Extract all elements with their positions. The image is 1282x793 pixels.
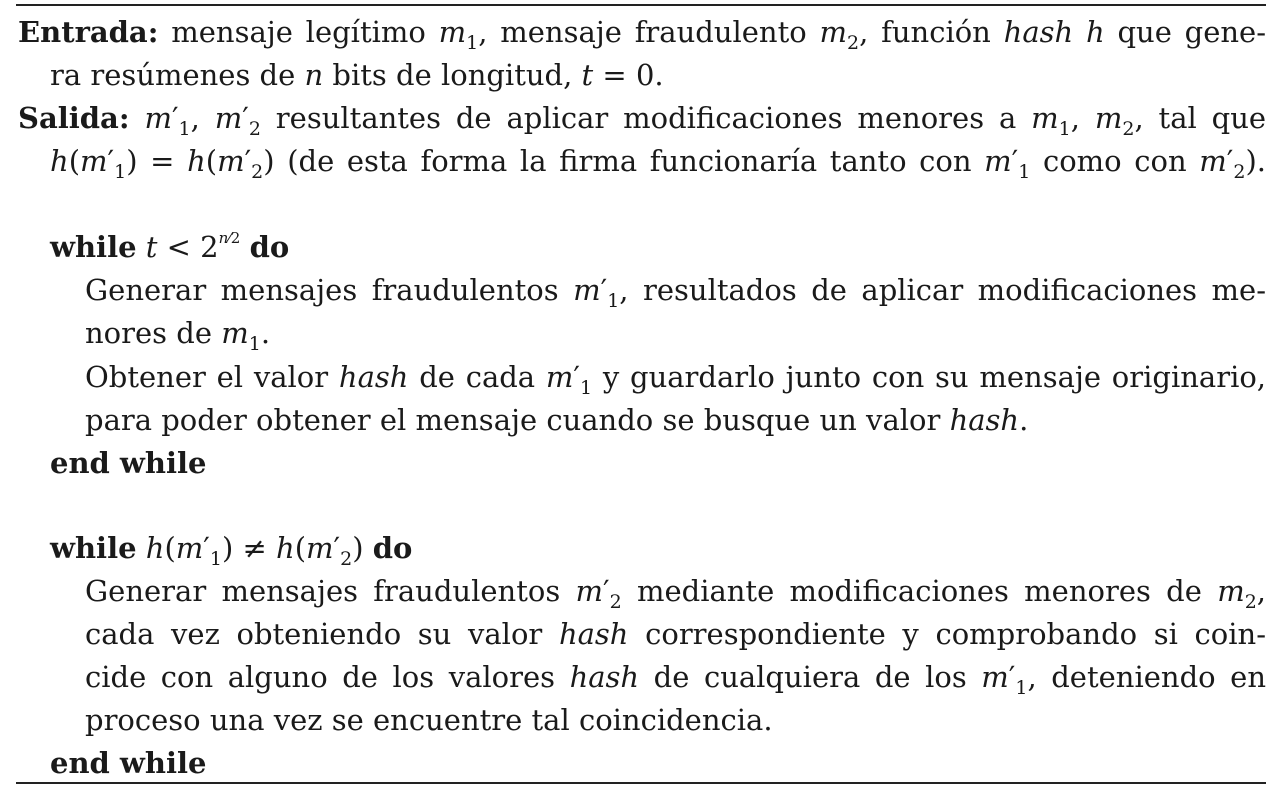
loop2-condition: $h(m'_1) \ne h(m'_2)$ (145, 531, 364, 570)
loop1-step2-text-2: para poder obtener el mensaje cuando se busque un valor hash. (85, 403, 1029, 437)
loop1-header (50, 227, 289, 267)
loop1-while-keyword: while (50, 230, 137, 264)
loop2-step-line-1 (85, 571, 1266, 611)
loop1-step1-line-1 (85, 270, 1266, 310)
loop1-step1-text-2: nores de $m_1$. (85, 316, 271, 355)
loop2-step-text-3: cide con alguno de los valores hash de cualquiera de los $m'_1$, deteniendo en (85, 660, 1266, 699)
input-text-2: ra resúmenes de n bits de longitud, t = 0. (50, 58, 664, 92)
input-line-1 (18, 12, 1266, 52)
loop2-header (50, 528, 412, 568)
loop1-condition: $t < 2^{n⁄2}$ (145, 229, 241, 264)
top-rule (16, 4, 1266, 6)
loop2-step-text-4: proceso una vez se encuentre tal coincidencia. (85, 703, 773, 737)
loop1-step2-text-1: Obtener el valor hash de cada $m'_1$ y guardarlo junto con su mensaje originario, (85, 360, 1267, 399)
loop1-step2-line-2 (85, 400, 1028, 440)
loop2-step-text-2: cada vez obteniendo su valor hash correspondiente y comprobando si coin- (85, 617, 1267, 651)
output-label: Salida: (18, 101, 130, 135)
loop2-end: end while (50, 746, 207, 780)
loop2-do-keyword: do (372, 531, 413, 565)
output-line-2 (50, 141, 1266, 181)
loop1-end: end while (50, 446, 207, 480)
output-text-1: $m'_1$, $m'_2$ resultantes de aplicar modificaciones menores a $m_1$, $m_2$, tal que (144, 101, 1267, 140)
output-line-1 (18, 98, 1266, 138)
loop1-step2-line-1 (85, 357, 1266, 397)
input-text-1: mensaje legítimo $m_1$, mensaje fraudulento $m_2$, función hash h que gene- (171, 15, 1267, 54)
loop1-do-keyword: do (249, 230, 290, 264)
loop2-step-line-3 (85, 657, 1266, 697)
input-line-2 (50, 55, 664, 95)
input-label: Entrada: (18, 15, 159, 49)
loop2-step-text-1: Generar mensajes fraudulentos $m'_2$ mediante modificaciones menores de $m_2$, (85, 574, 1266, 613)
output-text-2: $h(m'_1) = h(m'_2)$ (de esta forma la firma funcionaría tanto con $m'_1$ como con $m'_2$). (50, 144, 1266, 183)
loop2-step-line-4 (85, 700, 773, 740)
loop1-step1-text-1: Generar mensajes fraudulentos $m'_1$, resultados de aplicar modificaciones me- (85, 273, 1266, 312)
loop2-step-line-2 (85, 614, 1266, 654)
loop1-step1-line-2 (85, 313, 270, 353)
loop2-while-keyword: while (50, 531, 137, 565)
bottom-rule (16, 782, 1266, 784)
